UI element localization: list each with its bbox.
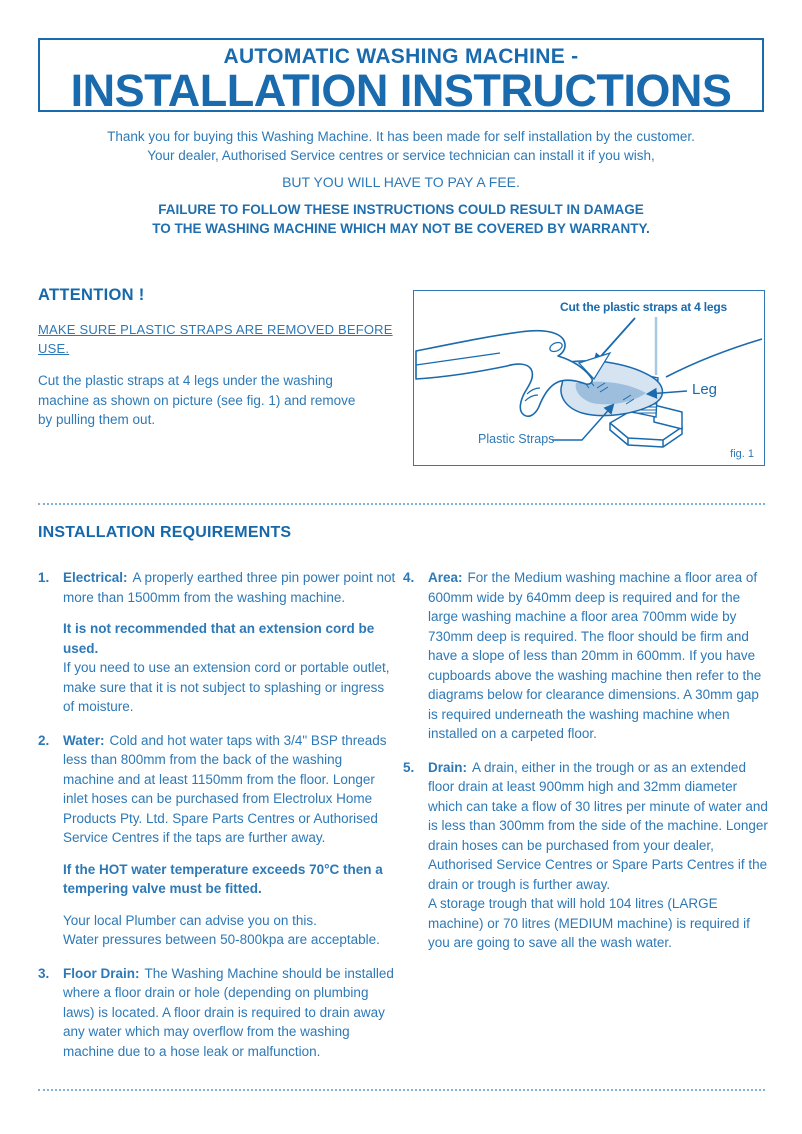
item-number: 5. bbox=[403, 759, 415, 775]
item-number: 2. bbox=[38, 732, 50, 748]
figure-label-plastic-straps: Plastic Straps bbox=[478, 432, 555, 446]
item-paragraph: A storage trough that will hold 104 litres (LARGE machine) or 70 litres (MEDIUM machine) is required if you are going to save all the wash water. bbox=[428, 896, 750, 950]
warning-line-2: TO THE WASHING MACHINE WHICH MAY NOT BE COVERED BY WARRANTY. bbox=[152, 221, 650, 236]
item-text: Your local Plumber can advise you on this. bbox=[63, 912, 317, 928]
intro-block bbox=[0, 127, 802, 238]
item-number: 4. bbox=[403, 570, 415, 585]
figure-caption: Cut the plastic straps at 4 legs bbox=[560, 300, 727, 314]
item-number: 3. bbox=[38, 965, 50, 981]
fee-line: BUT YOU WILL HAVE TO PAY A FEE. bbox=[282, 174, 520, 190]
item-term: Area: bbox=[428, 570, 463, 585]
item-text: Cold and hot water taps with 3/4" BSP threads less than 800mm from the back of the washing machine and at least 1150mm from the floor. Longer inlet hoses can be purchased from Electrolux Home Products Pty. Ltd. Spare Parts Centres or Authorised Service Centres if the taps are further away. bbox=[63, 732, 387, 845]
item-bold-note: If the HOT water temperature exceeds 70°C then a tempering valve must be fitted. bbox=[63, 861, 383, 896]
item-term: Drain: bbox=[428, 759, 468, 775]
item-paragraph bbox=[63, 964, 396, 1062]
figure-number: fig. 1 bbox=[730, 448, 754, 460]
requirements-column-left bbox=[38, 568, 396, 1075]
machine-edge-line bbox=[666, 339, 762, 377]
requirement-item-water bbox=[38, 731, 396, 950]
attention-section bbox=[38, 286, 410, 430]
item-paragraph bbox=[63, 911, 396, 950]
strap-cutting-illustration bbox=[414, 291, 763, 464]
attention-subheading: MAKE SURE PLASTIC STRAPS ARE REMOVED BEFORE USE. bbox=[38, 322, 393, 356]
item-text: For the Medium washing machine a floor area of 600mm wide by 640mm deep is required and for the large washing machine a floor area 700mm wide by 730mm deep is required. The floor should be firm and have a slope of less than 20mm in 600mm. If you have cupboards above the washing machine then refer to the diagrams below for clearance dimensions. A 30mm gap is required underneath the washing machine when installed on a carpeted floor. bbox=[428, 570, 762, 741]
title-subheading: AUTOMATIC WASHING MACHINE - bbox=[223, 45, 579, 68]
figure-label-leg: Leg bbox=[692, 381, 718, 398]
item-text: Water pressures between 50-800kpa are acceptable. bbox=[63, 932, 380, 947]
item-paragraph bbox=[428, 758, 769, 895]
item-term: Water: bbox=[63, 732, 105, 748]
item-text: A properly earthed three pin power point not more than 1500mm from the washing machine. bbox=[63, 570, 396, 605]
item-text: If you need to use an extension cord or portable outlet, make sure that it is not subject to splashing or ingress of moisture. bbox=[63, 660, 390, 714]
warning-line-1: FAILURE TO FOLLOW THESE INSTRUCTIONS COULD RESULT IN DAMAGE bbox=[158, 202, 644, 217]
attention-body: Cut the plastic straps at 4 legs under the washing machine as shown on picture (see fig. 1) and remove by pulling them out. bbox=[38, 373, 356, 427]
requirement-item-floor-drain bbox=[38, 964, 396, 1062]
requirement-item-drain bbox=[403, 758, 769, 953]
item-term: Floor Drain: bbox=[63, 965, 140, 981]
requirements-column-right bbox=[403, 568, 769, 967]
intro-line-1: Thank you for buying this Washing Machine. It has been made for self installation by the customer. bbox=[107, 129, 695, 144]
requirement-item-electrical bbox=[38, 568, 396, 717]
page-title: INSTALLATION INSTRUCTIONS bbox=[70, 65, 732, 116]
item-text: The Washing Machine should be installed where a floor drain or hole (depending on plumbing laws) is located. A floor drain is required to drain away any water which may overflow from the washing machine due to a hose leak or malfunction. bbox=[63, 965, 394, 1059]
figure-1 bbox=[413, 290, 765, 466]
intro-line-2: Your dealer, Authorised Service centres or service technician can install it if you wish, bbox=[147, 148, 655, 163]
item-term: Electrical: bbox=[63, 570, 128, 585]
item-paragraph bbox=[428, 568, 769, 744]
item-bold-note: It is not recommended that an extension cord be used. bbox=[63, 621, 375, 656]
item-number: 1. bbox=[38, 570, 50, 585]
requirement-item-area bbox=[403, 568, 769, 744]
requirements-heading: INSTALLATION REQUIREMENTS bbox=[38, 524, 292, 541]
divider-top bbox=[38, 503, 765, 505]
item-paragraph bbox=[63, 731, 396, 848]
attention-heading: ATTENTION ! bbox=[38, 286, 145, 304]
divider-bottom bbox=[38, 1089, 765, 1091]
item-text: A drain, either in the trough or as an extended floor drain at least 900mm high and 32mm diameter which can take a flow of 30 litres per minute of water and is less than 300mm from the side of the machine. Longer drain hoses can be purchased from your dealer, Authorised Service Centres or Spare Parts Centres if the drain or trough is further away. bbox=[428, 759, 768, 892]
item-paragraph bbox=[63, 619, 396, 717]
item-paragraph bbox=[63, 568, 396, 607]
title-box bbox=[38, 38, 764, 116]
